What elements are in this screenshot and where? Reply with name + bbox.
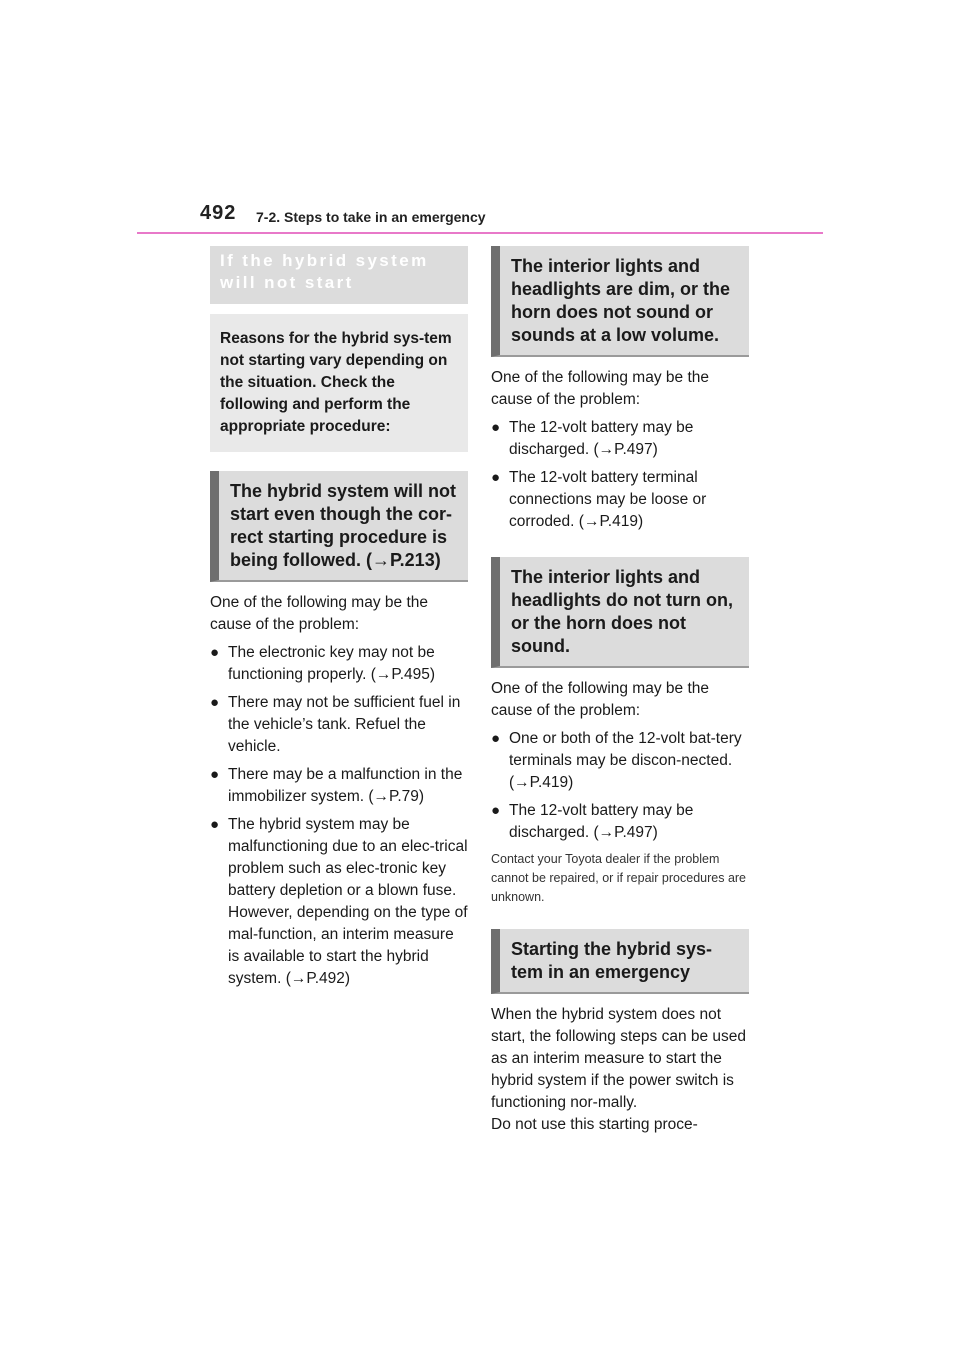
subheading-no-lights: The interior lights and headlights do not turn on, or the horn does not sound.	[491, 557, 749, 668]
list-item: ● The 12-volt battery terminal connections may be loose or corroded. (→P.419)	[491, 469, 707, 530]
subheading-correct-procedure: The hybrid system will not start even though the cor-rect starting procedure is being followed. (→P.213)	[210, 471, 468, 582]
emergency-text-continued: Do not use this starting proce-	[491, 1116, 698, 1133]
page-header	[0, 0, 960, 240]
page-number: 492	[200, 202, 237, 224]
bullet-icon: ●	[491, 469, 501, 486]
cause-text: One of the following may be the cause of the problem:	[491, 369, 709, 408]
list-item: ● There may not be sufficient fuel in the vehicle’s tank. Refuel the vehicle.	[210, 694, 461, 755]
bullet-icon: ●	[491, 419, 501, 436]
bullet-icon: ●	[491, 730, 501, 747]
list-item: ● The 12-volt battery may be discharged. (→P.497)	[491, 802, 694, 841]
emergency-text: When the hybrid system does not start, the following steps can be used as an interim measure to start the hybrid system if the power switch is functioning nor-mally.	[491, 1006, 747, 1111]
cause-list	[491, 417, 749, 533]
right-column	[491, 246, 749, 1142]
bullet-icon: ●	[210, 644, 220, 661]
cause-list	[210, 642, 468, 990]
section-title: 7-2. Steps to take in an emergency	[256, 209, 486, 225]
cause-text: One of the following may be the cause of the problem:	[491, 680, 709, 719]
list-item: ● There may be a malfunction in the immobilizer system. (→P.79)	[210, 766, 463, 805]
subheading-dim-lights: The interior lights and headlights are dim, or the horn does not sound or sounds at a low volume.	[491, 246, 749, 357]
intro-box: Reasons for the hybrid sys-tem not starting vary depending on the situation. Check the following and perform the appropriate procedure:	[210, 314, 468, 452]
list-item: ● The hybrid system may be malfunctioning due to an elec-trical problem such as elec-tronic key battery depletion or a blown fuse. However, depending on the type of mal-function, an interim measure is available to start the hybrid system. (→P.492)	[210, 816, 468, 987]
subheading-emergency-start: Starting the hybrid sys-tem in an emergency	[491, 929, 749, 994]
bullet-icon: ●	[210, 694, 220, 711]
header-rule	[137, 232, 823, 234]
cause-text: One of the following may be the cause of the problem:	[210, 594, 428, 633]
bullet-icon: ●	[491, 802, 501, 819]
main-heading: If the hybrid system will not start	[210, 246, 468, 304]
dealer-note: Contact your Toyota dealer if the problem cannot be repaired, or if repair procedures are unknown.	[491, 852, 747, 904]
list-item: ● One or both of the 12-volt bat-tery terminals may be discon-nected. (→P.419)	[491, 730, 742, 791]
left-column	[210, 246, 468, 996]
bullet-icon: ●	[210, 816, 220, 833]
list-item: ● The electronic key may not be functioning properly. (→P.495)	[210, 644, 436, 683]
list-item: ● The 12-volt battery may be discharged. (→P.497)	[491, 419, 694, 458]
bullet-icon: ●	[210, 766, 220, 783]
cause-list	[491, 728, 749, 844]
